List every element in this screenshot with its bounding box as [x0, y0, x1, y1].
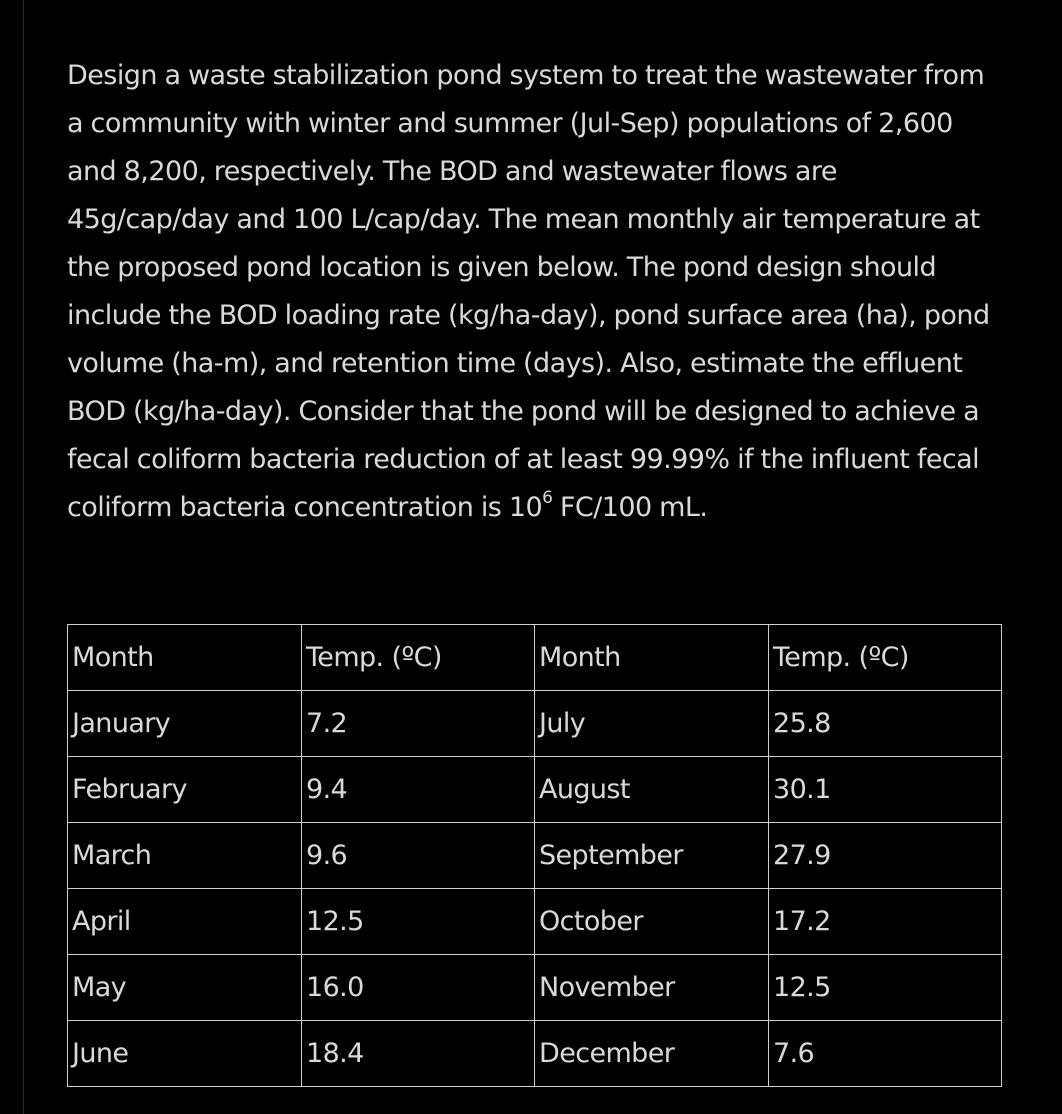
table-cell: August [535, 757, 769, 823]
table-cell: October [535, 889, 769, 955]
problem-line: 45g/cap/day and 100 L/cap/day. The mean monthly air temperature at [67, 204, 980, 235]
header-cell: Temp. (ºC) [302, 625, 535, 691]
table-cell: 16.0 [302, 955, 535, 1021]
table-cell: December [535, 1021, 769, 1087]
table-row [68, 1021, 1002, 1087]
table-cell: 27.9 [769, 823, 1002, 889]
problem-line: a community with winter and summer (Jul-Sep) populations of 2,600 [67, 108, 953, 139]
left-margin-rule [23, 0, 24, 1114]
table-row [68, 691, 1002, 757]
table-cell: November [535, 955, 769, 1021]
table-row [68, 823, 1002, 889]
problem-line: include the BOD loading rate (kg/ha-day), pond surface area (ha), pond [67, 300, 990, 331]
table-cell: June [68, 1021, 302, 1087]
table-cell: July [535, 691, 769, 757]
problem-line: Design a waste stabilization pond system to treat the wastewater from [67, 60, 985, 91]
table-cell: 7.2 [302, 691, 535, 757]
problem-line: fecal coliform bacteria reduction of at least 99.99% if the influent fecal [67, 444, 980, 475]
table-cell: 30.1 [769, 757, 1002, 823]
exponent: 6 [542, 488, 553, 508]
table-cell: 25.8 [769, 691, 1002, 757]
table-row [68, 889, 1002, 955]
table-cell: 18.4 [302, 1021, 535, 1087]
problem-line: volume (ha-m), and retention time (days). Also, estimate the effluent [67, 348, 963, 379]
table-row [68, 955, 1002, 1021]
table-cell: February [68, 757, 302, 823]
table-cell: September [535, 823, 769, 889]
table-cell: 7.6 [769, 1021, 1002, 1087]
last-line-suffix: FC/100 mL. [552, 492, 708, 523]
header-cell: Month [535, 625, 769, 691]
table-header-row [68, 625, 1002, 691]
table-cell: 9.4 [302, 757, 535, 823]
header-cell: Month [68, 625, 302, 691]
problem-statement [67, 52, 1047, 532]
table-cell: March [68, 823, 302, 889]
last-line-prefix: coliform bacteria concentration is 10 [67, 492, 543, 523]
temperature-table [67, 624, 1002, 1087]
table-cell: January [68, 691, 302, 757]
header-cell: Temp. (ºC) [769, 625, 1002, 691]
problem-line: and 8,200, respectively. The BOD and wastewater flows are [67, 156, 837, 187]
table-cell: May [68, 955, 302, 1021]
problem-last-line [67, 484, 1047, 532]
table-cell: 17.2 [769, 889, 1002, 955]
table-cell: 12.5 [302, 889, 535, 955]
table-cell: 9.6 [302, 823, 535, 889]
problem-line: the proposed pond location is given below. The pond design should [67, 252, 937, 283]
table-cell: 12.5 [769, 955, 1002, 1021]
table-row [68, 757, 1002, 823]
table-cell: April [68, 889, 302, 955]
problem-line: BOD (kg/ha-day). Consider that the pond will be designed to achieve a [67, 396, 980, 427]
